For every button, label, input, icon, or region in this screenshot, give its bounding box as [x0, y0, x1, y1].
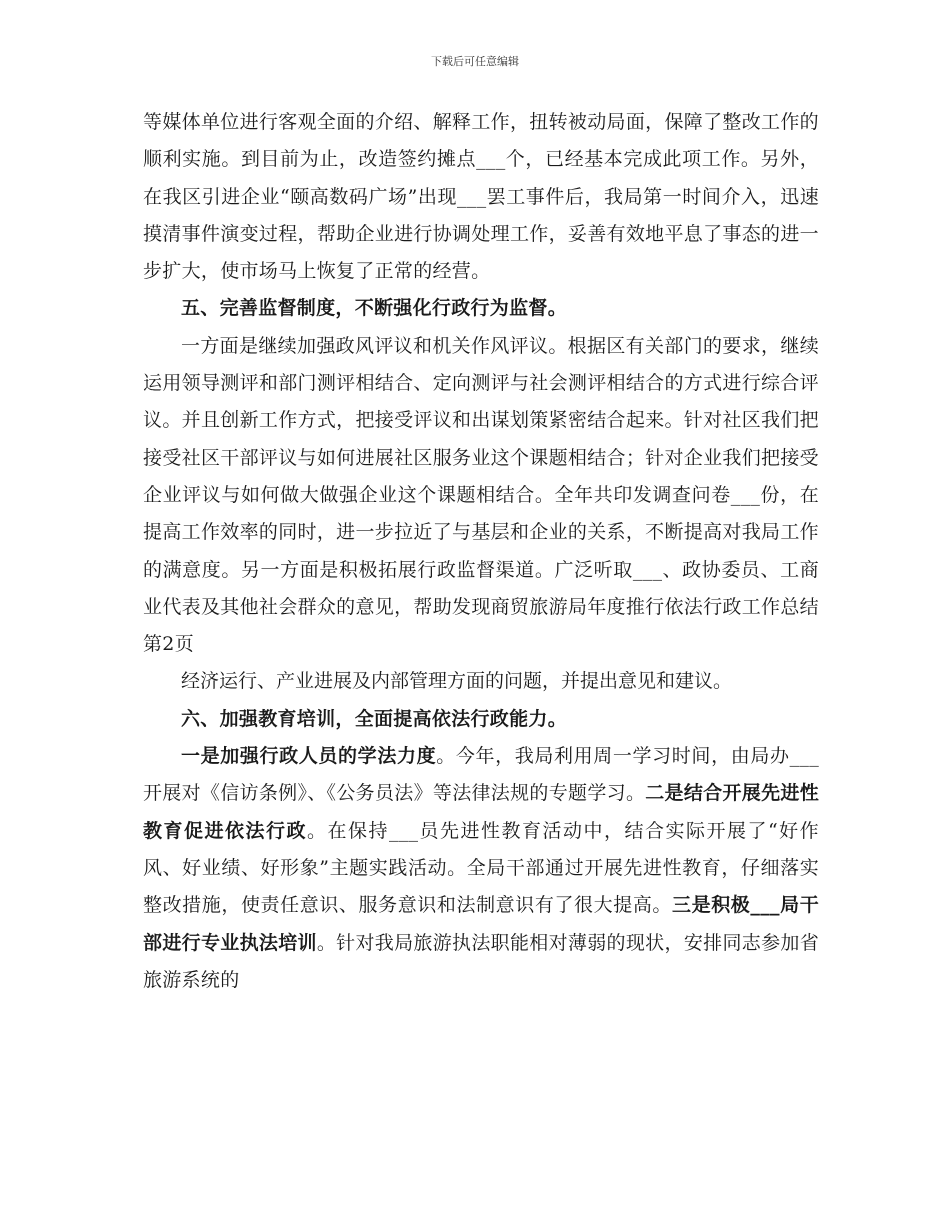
point-1-text: 。今年，我局利用周一学习时间，由局办___开展对《信访条例》、《公务员法》等法律法规的专题学习。: [143, 745, 819, 805]
bold-point-2: 二是结合开展先进性教育促进依法行政: [143, 782, 819, 842]
point-3-text: 。针对我局旅游执法职能相对薄弱的现状，安排同志参加省旅游系统的: [143, 931, 820, 991]
paragraph-3: 经济运行、产业进展及内部管理方面的问题，并提出意见和建议。: [181, 670, 733, 693]
point-2-text: 。在保持___员先进性教育活动中，结合实际开展了“好作风、好业绩、好形象”主题实践活动。全局干部通过开展先进性教育，仔细落实整改措施，使责任意识、服务意识和法制意识有了很大提高。: [143, 819, 819, 917]
section-heading-6: 六、加强教育培训，全面提高依法行政能力。: [181, 707, 568, 730]
page-header: 下载后可任意编辑: [431, 55, 519, 68]
paragraph-1: 等媒体单位进行客观全面的介绍、解释工作，扭转被动局面，保障了整改工作的顺利实施。到目前为止，改造签约摊点___个，已经基本完成此项工作。另外，在我区引进企业“颐高数码广场”出现___罢工事件后，我局第一时间介入，迅速摸清事件演变过程，帮助企业进行协调处理工作，妥善有效地平息了事态的进一步扩大，使市场马上恢复了正常的经营。: [143, 111, 819, 283]
paragraph-4: [143, 738, 819, 999]
bold-point-1: 一是加强行政人员的学法力度: [181, 745, 437, 768]
section-heading-5: 五、完善监督制度，不断强化行政行为监督。: [181, 297, 568, 320]
document-body: [143, 104, 819, 999]
paragraph-2: 一方面是继续加强政风评议和机关作风评议。根据区有关部门的要求，继续运用领导测评和部门测评相结合、定向测评与社会测评相结合的方式进行综合评议。并且创新工作方式，把接受评议和出谋划策紧密结合起来。针对社区我们把接受社区干部评议与如何进展社区服务业这个课题相结合；针对企业我们把接受企业评议与如何做大做强企业这个课题相结合。全年共印发调查问卷___份，在提高工作效率的同时，进一步拉近了与基层和企业的关系，不断提高对我局工作的满意度。另一方面是积极拓展行政监督渠道。广泛听取___、政协委员、工商业代表及其他社会群众的意见，帮助发现商贸旅游局年度推行依法行政工作总结第2页: [143, 334, 819, 656]
bold-point-3: 三是积极___局干部进行专业执法培训: [143, 894, 819, 954]
